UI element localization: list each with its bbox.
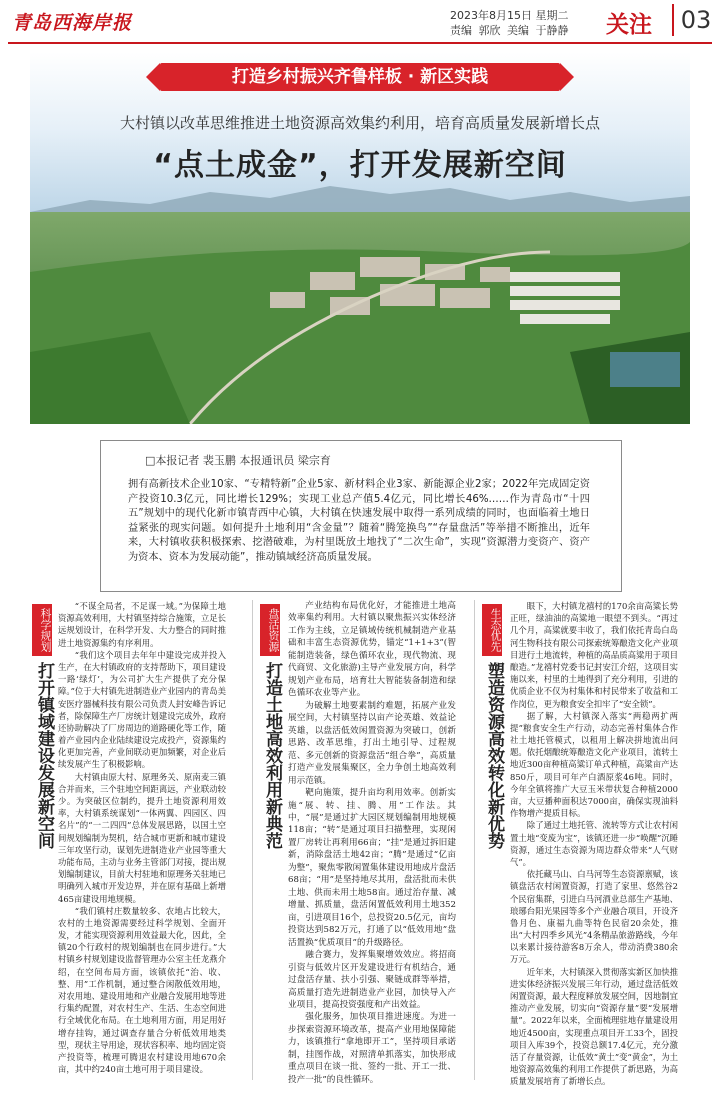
issue-date: 2023年8月15日 星期二 [450,9,569,22]
newspaper-masthead: 青岛西海岸报 [12,12,133,34]
column-divider [474,600,475,1080]
paragraph: 为破解土地要素制约难题，拓展产业发展空间，大村镇坚持以亩产论英雄、效益论英雄，以盘活低效闲置资源为突破口，创新思路、改革思维，打出土地引导、过程规范、多元创新的资源盘活“组合拳”，高质量打造产业发展集聚区，全力争创土地高效利用示范镇。 [288,700,456,786]
section-tag: 盘活资源 [260,604,280,656]
article-column [58,600,226,1075]
editors-credit: 责编 郭欣 美编 于静静 [450,24,569,37]
article-byline: □本报记者 裴玉鹏 本报通讯员 梁宗育 [145,454,331,467]
paragraph: 靶向施策，提升亩均利用效率。创新实施“展、转、挂、腾、用”工作法。其中，“展”是通过扩大园区规划编制用地规模118亩；“转”是通过项目扫描整理，实现闲置厂房转让再利用66亩；“挂”是通过拆旧建新，消除盘活土地42亩；“腾”是通过“亿亩为整”，聚焦零散闲置集体建设用地成片盘活68亩；“用”是坚持地尽其用，盘活批而未供土地、供而未用土地58亩。通过治存量、减增量、抓质量，盘活闲置低效利用土地352亩，引进项目16个，总投资20.5亿元，亩均投资达到582万元，打通了以“低效用地”盘活置换“优质项目”的升级路径。 [288,788,456,948]
paragraph: 据了解，大村镇深入落实“两稳两扩两提”粮食安全生产行动，动态完善村集体合作社土地托管模式，以租用上解决拼地流出问题。依托烟酿统筹酿造文化产业项目，流转土地近300亩种植高粱订单式种植，高粱亩产达850斤，项目可年产白酒原浆46吨。同时，今年全镇将推广大豆玉米带状复合种植2000亩，大豆播种面积达7000亩，确保实现油料作物增产提质目标。 [510,710,678,819]
paragraph: 强化服务，加快项目推进速度。为进一步探索资源环境改革，提高产业用地保障能力，该镇推行“拿地即开工”，坚持项目承诺制，挂图作战，对照清单抓落实，加快形成重点项目在谈一批、签约一批、开工一批、投产一批”的良性循环。 [288,1012,456,1085]
article-column [510,600,678,1088]
paragraph: 近年来，大村镇深入贯彻落实新区加快推进实体经济振兴发展三年行动，通过盘活低效闲置资源，最大程度释放发展空间，因地制宜推动产业发展，切实向“资源存量”要“发展增量”。2022年以来，全面梳理驻地存量建设用地近4500亩，实现重点项目开工33个，固投项目入库39个，投资总额17.4亿元，充分激活了存量资源，让低效“黄土”变“黄金”，为土地资源高效集约利用工作提供了新思路，为高质量发展培育了新增长点。 [510,966,678,1087]
section-heading: 打造土地高效利用新典范 [262,662,282,849]
paragraph: 大村镇由原大村、原理务关、原南麦三镇合并而来，三个驻地空间距离远，产业联动较少。为突破区位制约，提升土地资源利用效率，大村镇系统谋划“一体两翼、四园区、四名片”的“一二四四”总体发展思路，以国土空间规划编制为契机，结合城市更新和城市建设三年攻坚行动，谋划先进制造业产业园等重大功能布局，主动与业务主管部门对接，提出规划编制建议，目前大村驻地和原理务关驻地已明确列入城市开发边界，并在原有基础上新增465亩建设用地规模。 [58,771,226,904]
paragraph: 融合赛力，发挥集聚增效效应。将招商引资与低效片区开发建设进行有机结合，通过盘活存量、扶小引强、聚链成群等举措，高质量打造先进制造业产业园，加快导入产业项目，提高投资强度和产出效益。 [288,950,456,1010]
section-tag: 生态优先 [482,604,502,656]
page-number: 03 [672,4,718,36]
article-column [288,600,456,1086]
article-lead: 拥有高新技术企业10家、“专精特新”企业5家、新材料企业3家、新能源企业2家；2022年完成固定资产投资10.3亿元，同比增长129%；实现工业总产值5.4亿元，同比增长46%……作为青岛市“十四五”规划中的现代化新市镇青西中心镇，大村镇在快速发展中取得一系列成绩的同时，也面临着土地日益紧张的现实问题。如何提升土地利用“含金量”？随着“腾笼换鸟”“存量盘活”等举措不断推出，近年来，大村镇收获积极探索、挖潜破难，为村里既放土地找了“二次生命”，实现“资源潜力变资产、资产为资本、资本为发展动能”，推动镇域经济高质量发展。 [128,479,590,563]
section-name: 关注 [606,12,652,38]
aerial-village-illustration [30,52,690,424]
paragraph: 除了通过土地托管、流转等方式让农村闲置土地“变废为宝”，该镇还进一步“唤醒”沉睡资源，通过生态资源为周边群众带来“人气财气”。 [510,820,678,867]
paragraph: “我们镇村庄数量较多、农地占比较大，农村的土地资源需要经过科学规划、全面开发，才能实现资源利用效益最大化，因此，全镇20个行政村的规划编制也在同步进行。”大村镇乡村规划建设监督管理办公室主任龙燕介绍，在空间布局方面，该镇依托“治、收、整、用”工作机制，通过整合闲散低效用地，对农用地、建设用地和产业融合发展用地等进行集约配置，对农村生产、生活、生态空间进行全域优化布局。在土地利用方面，用足用好增存挂钩，通过调查存量合分析低效用地类型，现状主导用途，现状容积率、地均固定资产投资等，梳理可腾退农村建设用地670余亩，其中约240亩土地可用于项目建设。 [58,905,226,1075]
paragraph: 产业结构布局优化好，才能推进土地高效率集约利用。大村镇以聚焦振兴实体经济工作为主线，立足镇域传统机械制造产业基础和丰富生态资源优势，锚定“1+1+3”(智能制造装备，绿色循环农业，现代物流、现代商贸、文化旅游)主导产业发展方向，科学规划产业布局，培育壮大智能装备制造和绿色循环农业等产业。 [288,601,456,699]
section-heading: 塑造资源高效转化新优势 [484,662,504,849]
column-divider [252,600,253,1080]
campaign-banner: 打造乡村振兴齐鲁样板 · 新区实践 [160,63,560,91]
paragraph: 依托藏马山、白马河等生态资源禀赋，该镇盘活农村闲置资源，打造了家里、悠然谷2个民宿集群，引进白马河酒业总部生产基地、琅琊台阳光果园等多个产业融合项目，开设齐鲁月色、康福九曲等特色民宿20余处，推出“大村四季乡风光”4条精品旅游路线，今年以来累计接待游客8万余人，带动消费380余万元。 [510,869,678,965]
section-heading: 打开镇域建设发展新空间 [34,662,54,849]
hero-aerial-photo [30,52,690,424]
article-title: “点土成金”，打开发展新空间 [153,148,567,183]
paragraph: 眼下，大村镇龙禧村的170余亩高粱长势正旺，绿油油的高粱地一眼望不到头。“再过几个月，高粱就要丰收了，我们依托青岛白岛河生物科技有限公司探索统筹酿造文化产业项目进行土地流转，种植的高品质高粱用于项目酿造。”龙禧村党委书记封安江介绍，这项目实施以来，村里的土地得到了充分利用，引进的优质企业不仅为村集体和村民带来了收益和工作岗位，更为粮食安全扣牢了“安全锁”。 [510,601,678,709]
section-tag: 科学规划 [32,604,52,656]
header-divider [8,42,712,44]
article-subtitle: 大村镇以改革思维推进土地资源高效集约利用，培育高质量发展新增长点 [119,114,600,132]
paragraph: “不谋全局者，不足谋一域。”为保障土地资源高效利用，大村镇坚持综合施策，立足长远规划设计，在科学开发、大力整合的同时推进土地资源集约有序利用。 [58,601,226,648]
page-header [0,0,720,44]
paragraph: “我们这个项目去年年中建设完成并投入生产，在大村镇政府的支持帮助下，项目建设一路‘绿灯’，为公司扩大生产提供了充分保障。”位于大村镇先进制造业产业园内的青岛美安医疗器械科技有限公司负责人封安峰告诉记者，除保障生产厂房统计划建设完成外，政府还协助解决了厂房周边的道路硬化等工作，随着产业园内企业陆续建设完成投产，资源集约化更加完善，产业间联动更加频繁，对企业后续发展产生了积极影响。 [58,649,226,770]
